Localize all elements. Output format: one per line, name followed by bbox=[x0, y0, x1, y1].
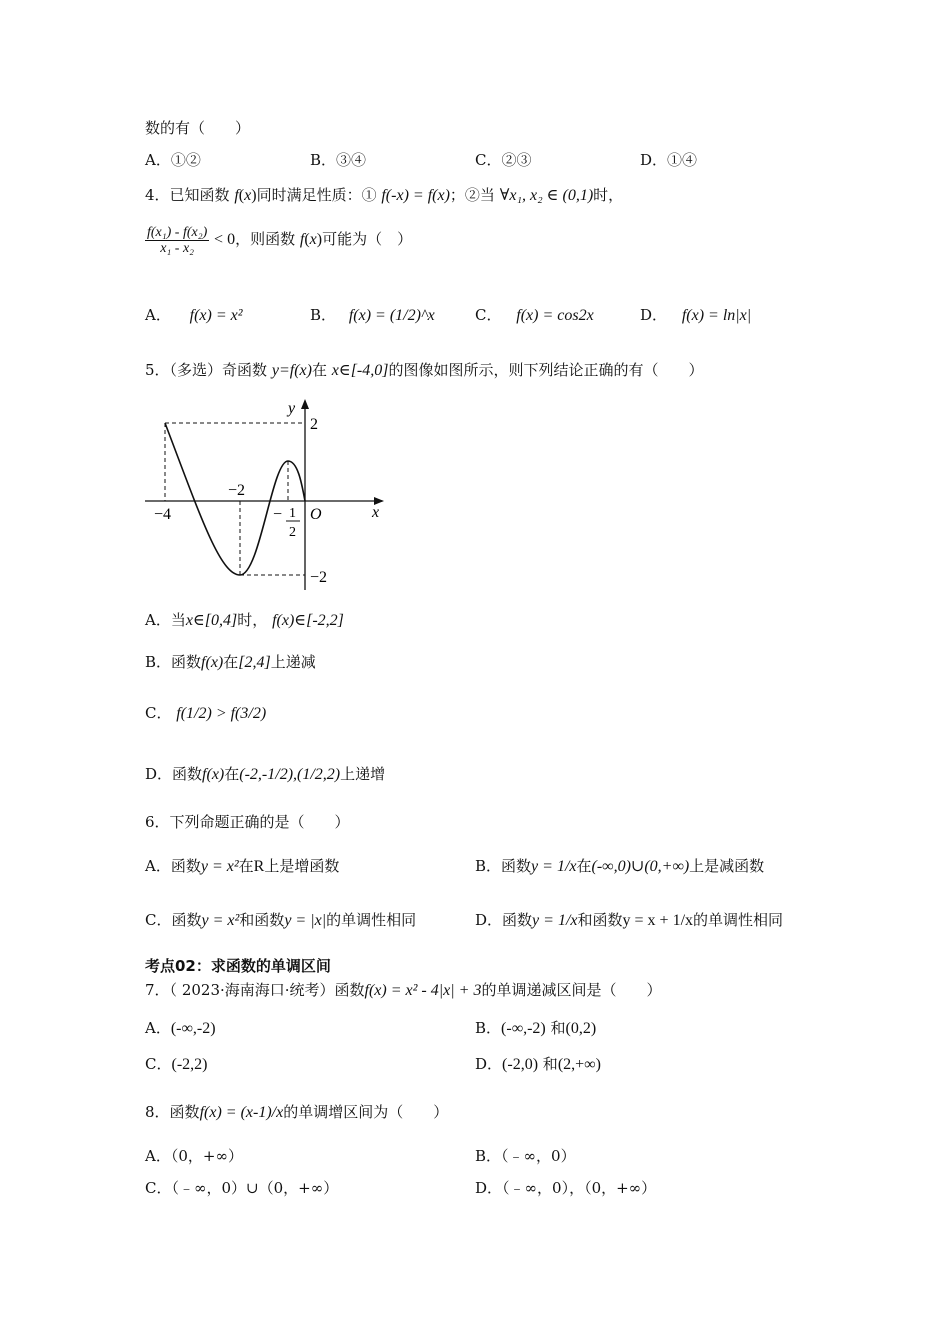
function-curve bbox=[165, 423, 305, 575]
q5-option-c: C． f(1/2) > f(3/2) bbox=[145, 704, 267, 722]
q8-option-b: B．（﹣∞，0） bbox=[475, 1147, 576, 1165]
q7-option-a: A．(-∞,-2) bbox=[145, 1019, 216, 1037]
q7-stem: 7．（ 2023·海南海口·统考）函数f(x) = x² - 4|x| + 3的单调递减区间是（ ） bbox=[145, 981, 662, 999]
q4-condition-interval: ∀x₁, x₂ ∈ (0,1) bbox=[499, 187, 594, 204]
tick-label-x-neg2: −2 bbox=[228, 482, 246, 499]
tick-label-x-neg4: −4 bbox=[154, 506, 172, 523]
q3-option-d: D．①④ bbox=[640, 151, 698, 169]
q8-stem: 8．函数f(x) = (x-1)/x的单调增区间为（ ） bbox=[145, 1103, 449, 1121]
q7-option-b: B．(-∞,-2) 和(0,2) bbox=[475, 1019, 597, 1037]
origin-label: O bbox=[310, 506, 322, 523]
q6-option-c: C．函数y = x²和函数y = |x|的单调性相同 bbox=[145, 911, 417, 929]
q4-option-b: B． f(x) = (1/2)^x bbox=[310, 306, 435, 324]
q6-stem: 6．下列命题正确的是（ ） bbox=[145, 813, 350, 831]
y-axis-arrow bbox=[301, 399, 309, 409]
tick-label-half-den: 2 bbox=[289, 525, 296, 540]
tick-label-y-neg2: −2 bbox=[310, 569, 328, 586]
q8-option-c: C．（﹣∞，0）∪（0，+∞） bbox=[145, 1179, 339, 1197]
q5-option-d: D．函数f(x)在(-2,-1/2),(1/2,2)上递增 bbox=[145, 765, 386, 783]
q5-option-a: A．当x∈[0,4]时， f(x)∈[-2,2] bbox=[145, 611, 344, 629]
q4-stem-line1: 4．已知函数 f(x)同时满足性质：① f(-x) = f(x)；②当 ∀x₁, x₂ ∈ (0,1)时， bbox=[145, 186, 624, 204]
q4-option-d: D． f(x) = ln|x| bbox=[640, 306, 752, 324]
tick-label-half-num: 1 bbox=[289, 506, 296, 521]
x-axis-label: x bbox=[372, 504, 380, 521]
q4-option-a: A． f(x) = x² bbox=[145, 306, 243, 324]
section-heading: 考点02：求函数的单调区间 bbox=[145, 957, 331, 975]
tick-label-minus: − bbox=[273, 506, 283, 523]
q5-function-graph bbox=[140, 395, 390, 595]
q4-condition-even: f(-x) = f(x) bbox=[381, 187, 450, 204]
q5-stem: 5．（多选）奇函数 y=f(x)在 x∈[-4,0]的图像如图所示，则下列结论正确的有（ ） bbox=[145, 361, 704, 379]
q3-option-c: C．②③ bbox=[475, 151, 532, 169]
q8-option-a: A．（0，+∞） bbox=[145, 1147, 243, 1165]
q6-option-d: D．函数y = 1/x和函数y = x + 1/x的单调性相同 bbox=[475, 911, 784, 929]
q3-tail: 数的有（ ） bbox=[145, 119, 251, 137]
q3-option-b: B．③④ bbox=[310, 151, 367, 169]
q6-option-a: A．函数y = x²在R上是增函数 bbox=[145, 857, 340, 875]
q3-option-a: A．①② bbox=[145, 151, 201, 169]
q4-difference-quotient: $\frac{\text{f(x₁) - f(x₂)}}{\text{x₁ - x₂}}$ bbox=[147, 224, 208, 256]
tick-label-y2: 2 bbox=[310, 416, 318, 433]
q7-option-d: D．(-2,0) 和(2,+∞) bbox=[475, 1055, 601, 1073]
q8-option-d: D．（﹣∞，0），（0，+∞） bbox=[475, 1179, 657, 1197]
q5-option-b: B．函数f(x)在[2,4]上递减 bbox=[145, 653, 316, 671]
y-axis-label: y bbox=[288, 400, 296, 417]
q4-stem-line2: $\frac{\text{f(x₁) - f(x₂)}}{\text{x₁ - x₂}}$ < 0，则函数 f(x)可能为（ ） bbox=[147, 224, 413, 256]
q7-option-c: C．(-2,2) bbox=[145, 1055, 208, 1073]
q6-option-b: B．函数y = 1/x在(-∞,0)∪(0,+∞)上是减函数 bbox=[475, 857, 765, 875]
q4-option-c: C． f(x) = cos2x bbox=[475, 306, 594, 324]
